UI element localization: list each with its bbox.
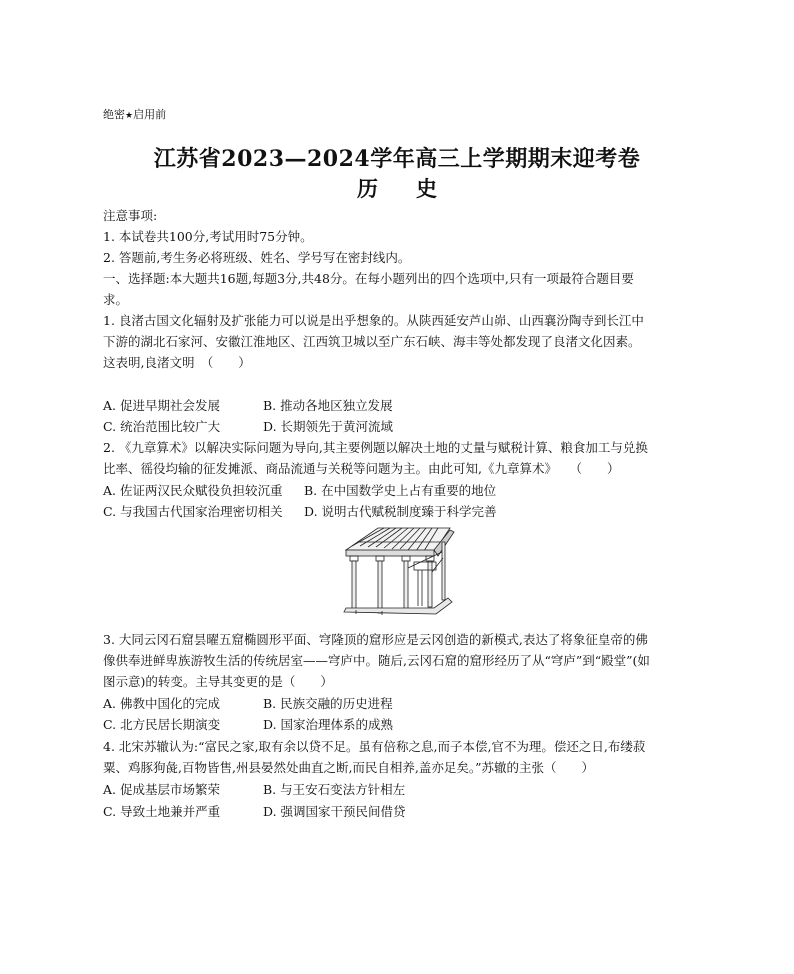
option-a[interactable]: A. 佛教中国化的完成 xyxy=(103,696,220,711)
option-c[interactable]: C. 北方民居长期演变 xyxy=(103,717,221,732)
secret-suffix: 启用前 xyxy=(133,108,167,121)
question-text: 4. 北宋苏辙认为:“富民之家,取有余以贷不足。虽有倍称之息,而子本偿,官不为理。偿还之日,布缕菽 xyxy=(103,739,646,754)
note-item: 1. 本试卷共100分,考试用时75分钟。 xyxy=(103,229,313,244)
exam-title: 江苏省2023—2024学年高三上学期期末迎考卷 xyxy=(153,146,641,172)
question-text: 2. 《九章算术》以解决实际问题为导向,其主要例题以解决土地的丈量与赋税计算、粮食加工与兑换 xyxy=(103,440,648,455)
question-text: 下游的湖北石家河、安徽江淮地区、江西筑卫城以至广东石峡、海丰等处都发现了良渚文化因素。 xyxy=(103,334,641,349)
note-item: 2. 答题前,考生务必将班级、姓名、学号写在密封线内。 xyxy=(103,250,411,265)
option-b[interactable]: B. 在中国数学史上占有重要的地位 xyxy=(304,483,497,498)
option-d[interactable]: D. 强调国家干预民间借贷 xyxy=(263,804,406,819)
section-heading-cont: 求。 xyxy=(103,292,129,307)
hall-structure-illustration xyxy=(338,522,458,622)
option-a[interactable]: A. 佐证两汉民众赋役负担较沉重 xyxy=(103,483,283,498)
question-text: 这表明,良渚文明 （ ） xyxy=(103,355,251,370)
star-icon: ★ xyxy=(125,111,134,121)
section-heading: 一、选择题:本大题共16题,每题3分,共48分。在每小题列出的四个选项中,只有一项最符合题目要 xyxy=(103,271,634,286)
question-text: 粟、鸡豚狗彘,百物皆售,州县晏然处曲直之断,而民自相养,盖亦足矣。”苏辙的主张（ ） xyxy=(103,760,595,775)
option-b[interactable]: B. 推动各地区独立发展 xyxy=(263,398,393,413)
option-b[interactable]: B. 与王安石变法方针相左 xyxy=(263,782,406,797)
secret-text: 绝密 xyxy=(103,108,125,121)
option-c[interactable]: C. 统治范围比较广大 xyxy=(103,419,221,434)
secret-label xyxy=(103,106,166,122)
subject-title: 历史 xyxy=(357,176,475,201)
option-b[interactable]: B. 民族交融的历史进程 xyxy=(263,696,393,711)
option-d[interactable]: D. 国家治理体系的成熟 xyxy=(263,717,394,732)
question-text: 1. 良渚古国文化辐射及扩张能力可以说是出乎想象的。从陕西延安芦山峁、山西襄汾陶寺到长江中 xyxy=(103,313,644,328)
question-text: 像供奉进鲜卑族游牧生活的传统居室——穹庐中。随后,云冈石窟的窟形经历了从“穹庐”到“殿堂”(如 xyxy=(103,653,650,668)
question-text: 3. 大同云冈石窟昙曜五窟椭圆形平面、穹隆顶的窟形应是云冈创造的新模式,表达了将象征皇帝的佛 xyxy=(103,632,648,647)
option-d[interactable]: D. 长期领先于黄河流域 xyxy=(263,419,394,434)
option-c[interactable]: C. 与我国古代国家治理密切相关 xyxy=(103,504,283,519)
question-text: 比率、徭役均输的征发摊派、商品流通与关税等问题为主。由此可知,《九章算术》 （ ） xyxy=(103,461,620,476)
option-d[interactable]: D. 说明古代赋税制度臻于科学完善 xyxy=(304,504,497,519)
option-a[interactable]: A. 促成基层市场繁荣 xyxy=(103,782,220,797)
notes-heading: 注意事项: xyxy=(103,208,158,223)
question-text: 图示意)的转变。主导其变更的是（ ） xyxy=(103,674,333,689)
option-c[interactable]: C. 导致土地兼并严重 xyxy=(103,804,221,819)
option-a[interactable]: A. 促进早期社会发展 xyxy=(103,398,220,413)
